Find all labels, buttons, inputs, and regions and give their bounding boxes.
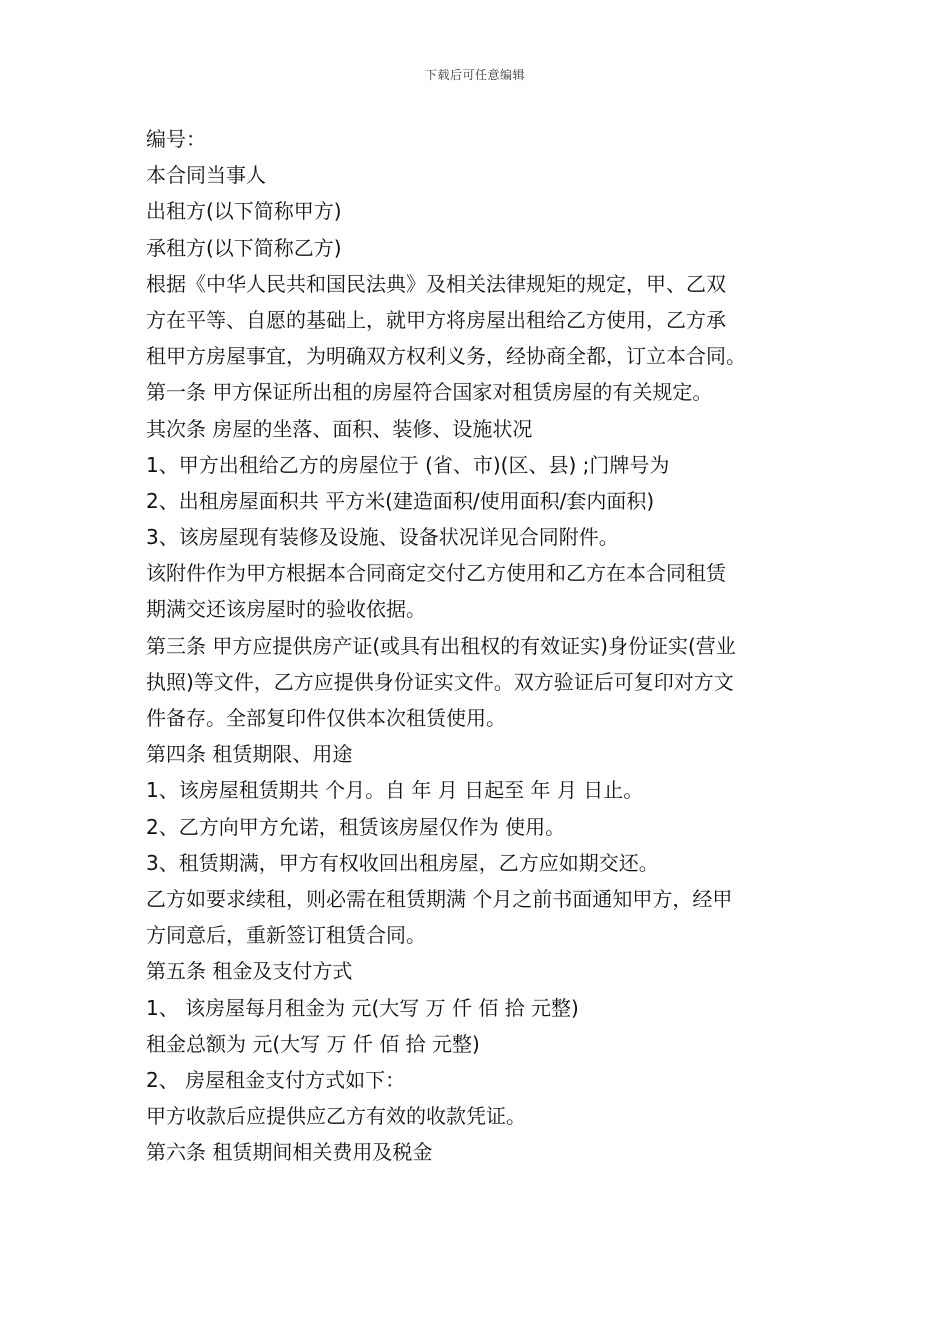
doc-line-article-5-item: 2、 房屋租金支付方式如下： [146,1067,406,1092]
doc-line-article-5: 第五条 租金及支付方式 [146,959,353,984]
doc-line-article-2-item: 2、出租房屋面积共 平方米(建造面积/使用面积/套内面积) [146,488,655,513]
doc-line-article-2-note: 该附件作为甲方根据本合同商定交付乙方使用和乙方在本合同租赁 [146,561,726,586]
doc-line-article-5-note: 甲方收款后应提供应乙方有效的收款凭证。 [146,1104,526,1129]
document-body [146,121,816,1170]
doc-line-contract-number: 编号： [146,127,206,151]
doc-line-preamble: 根据《中华人民共和国民法典》及相关法律规矩的规定，甲、乙双 [146,271,726,296]
doc-line-preamble: 租甲方房屋事宜，为明确双方权利义务，经协商全都，订立本合同。 [146,344,746,369]
doc-line-article-4-note: 方同意后，重新签订租赁合同。 [146,923,426,948]
doc-line-article-5-total: 租金总额为 元(大写 万 仟 佰 拾 元整) [146,1031,480,1056]
doc-line-article-4-item: 2、乙方向甲方允诺，租赁该房屋仅作为 使用。 [146,814,566,839]
doc-line-article-1: 第一条 甲方保证所出租的房屋符合国家对租赁房屋的有关规定。 [146,380,713,405]
doc-line-article-4-note: 乙方如要求续租，则必需在租赁期满 个月之前书面通知甲方，经甲 [146,886,733,911]
doc-line-article-5-item: 1、 该房屋每月租金为 元(大写 万 仟 佰 拾 元整) [146,995,579,1020]
doc-line-article-4-item: 1、该房屋租赁期共 个月。自 年 月 日起至 年 月 日止。 [146,778,644,803]
doc-line-article-4-item: 3、租赁期满，甲方有权收回出租房屋，乙方应如期交还。 [146,850,659,875]
doc-line-article-2-note: 期满交还该房屋时的验收依据。 [146,597,426,622]
doc-line-lessor: 出租方(以下简称甲方) [146,199,342,224]
doc-line-article-2-item: 1、甲方出租给乙方的房屋位于 (省、市)(区、县) ;门牌号为 [146,452,670,477]
doc-line-article-3: 第三条 甲方应提供房产证(或具有出租权的有效证实)身份证实(营业 [146,633,736,658]
doc-line-lessee: 承租方(以下简称乙方) [146,235,342,260]
doc-line-article-3: 件备存。全部复印件仅供本次租赁使用。 [146,706,506,730]
doc-line-parties: 本合同当事人 [146,163,266,188]
doc-line-preamble: 方在平等、自愿的基础上，就甲方将房屋出租给乙方使用，乙方承 [146,307,726,332]
doc-line-article-3: 执照)等文件，乙方应提供身份证实文件。双方验证后可复印对方文 [146,669,734,694]
doc-line-article-2: 其次条 房屋的坐落、面积、装修、设施状况 [146,416,533,441]
doc-line-article-4: 第四条 租赁期限、用途 [146,742,353,767]
page-header: 下载后可任意编辑 [424,68,525,82]
doc-line-article-2-item: 3、该房屋现有装修及设施、设备状况详见合同附件。 [146,525,619,550]
doc-line-article-6: 第六条 租赁期间相关费用及税金 [146,1140,433,1165]
